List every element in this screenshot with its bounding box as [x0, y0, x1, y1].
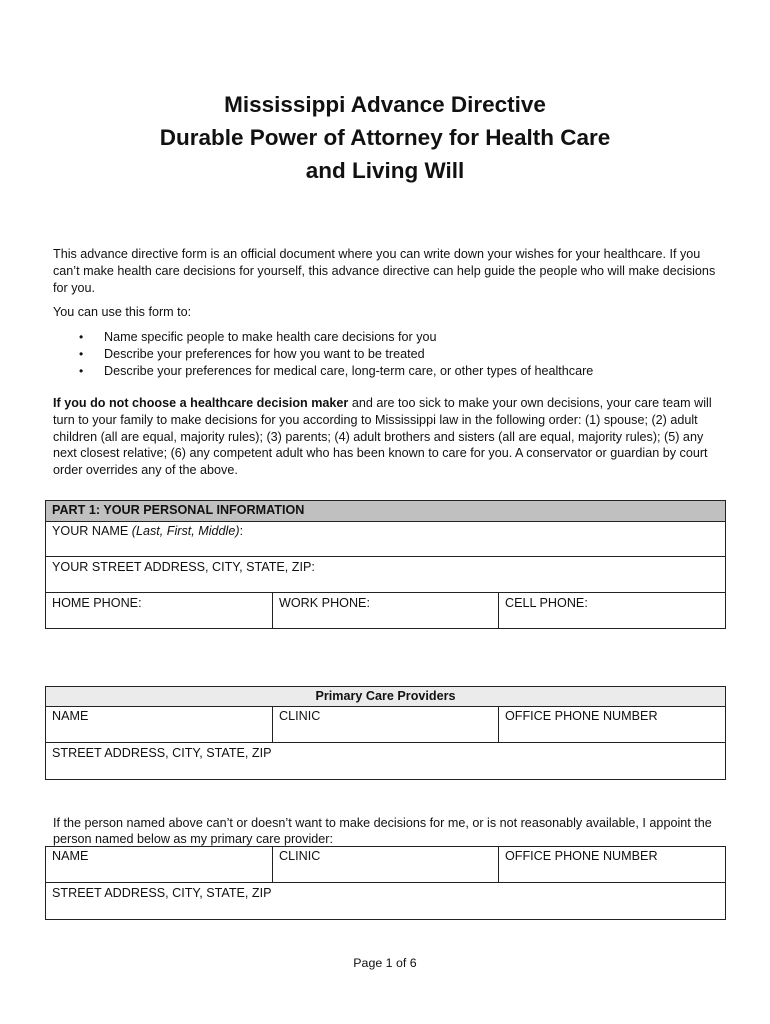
document-title: [0, 88, 770, 187]
alternate-provider-text: If the person named above can’t or doesn’t want to make decisions for me, or is not reasonably available, I appoint the person named below as my primary care provider:: [53, 816, 712, 846]
home-phone-label: HOME PHONE:: [52, 596, 142, 610]
use-intro: You can use this form to:: [53, 305, 192, 319]
pcp-name-label: NAME: [52, 709, 89, 723]
pcp-clinic-label: CLINIC: [279, 709, 321, 723]
list-item-text: Describe your preferences for how you want to be treated: [104, 347, 425, 361]
your-address-label: YOUR STREET ADDRESS, CITY, STATE, ZIP:: [52, 560, 315, 574]
pcp-phone-field[interactable]: [499, 707, 726, 743]
pcp-name-field[interactable]: [46, 707, 273, 743]
pcp-address-field[interactable]: [46, 743, 726, 780]
cell-phone-label: CELL PHONE:: [505, 596, 588, 610]
pcp-clinic-field[interactable]: [273, 707, 499, 743]
personal-info-table: [45, 500, 726, 629]
bullet-icon: •: [79, 364, 84, 378]
bullet-icon: •: [79, 330, 84, 344]
work-phone-label: WORK PHONE:: [279, 596, 370, 610]
pcp-phone-label: OFFICE PHONE NUMBER: [505, 709, 658, 723]
list-item-text: Name specific people to make health care decisions for you: [104, 330, 437, 344]
alternate-care-table: [45, 846, 726, 920]
list-item: [78, 363, 593, 380]
title-line-3: and Living Will: [305, 158, 465, 183]
part1-header: PART 1: YOUR PERSONAL INFORMATION: [46, 501, 726, 522]
page-number: Page 1 of 6: [353, 956, 417, 970]
title-line-2: Durable Power of Attorney for Health Care: [159, 125, 611, 150]
alt-clinic-label: CLINIC: [279, 849, 321, 863]
alt-name-field[interactable]: [46, 847, 273, 883]
alt-phone-field[interactable]: [499, 847, 726, 883]
cell-phone-field[interactable]: [499, 593, 726, 629]
bullet-icon: •: [79, 347, 84, 361]
your-address-field[interactable]: [46, 557, 726, 593]
pcp-header: Primary Care Providers: [46, 687, 726, 707]
alt-name-label: NAME: [52, 849, 89, 863]
intro-paragraph: This advance directive form is an official document where you can write down your wishes for your healthcare. If you can’t make health care decisions for yourself, this advance directive can help guide the people who will make decisions for you.: [53, 247, 716, 295]
title-line-1: Mississippi Advance Directive: [224, 92, 546, 117]
list-item: [78, 346, 593, 363]
your-name-colon: :: [239, 524, 244, 538]
notice-rest: and are too sick to make your own decisions, your care team will turn to your family to make decisions for you according to Mississippi law in the following order: (1) spouse; (2) adult children (all are equal, majority rules); (3) parents; (4) adult brothers and sisters (all are equal, majority rules); (5) any next closest relative; (6) any competent adult who has been known to care for you. A conservator or guardian by court order overrides any of the above.: [53, 396, 712, 478]
your-name-label: YOUR NAME: [52, 524, 132, 538]
usage-list: [78, 329, 593, 380]
your-name-field[interactable]: [46, 522, 726, 557]
notice-bold: If you do not choose a healthcare decision maker: [53, 396, 349, 410]
pcp-address-label: STREET ADDRESS, CITY, STATE, ZIP: [52, 746, 272, 760]
list-item: [78, 329, 593, 346]
your-name-hint: (Last, First, Middle): [131, 524, 240, 538]
alt-address-field[interactable]: [46, 883, 726, 920]
alt-address-label: STREET ADDRESS, CITY, STATE, ZIP: [52, 886, 272, 900]
alt-phone-label: OFFICE PHONE NUMBER: [505, 849, 658, 863]
alt-clinic-field[interactable]: [273, 847, 499, 883]
primary-care-table: [45, 686, 726, 780]
notice-paragraph: [53, 395, 721, 479]
list-item-text: Describe your preferences for medical care, long-term care, or other types of healthcare: [104, 364, 594, 378]
home-phone-field[interactable]: [46, 593, 273, 629]
work-phone-field[interactable]: [273, 593, 499, 629]
